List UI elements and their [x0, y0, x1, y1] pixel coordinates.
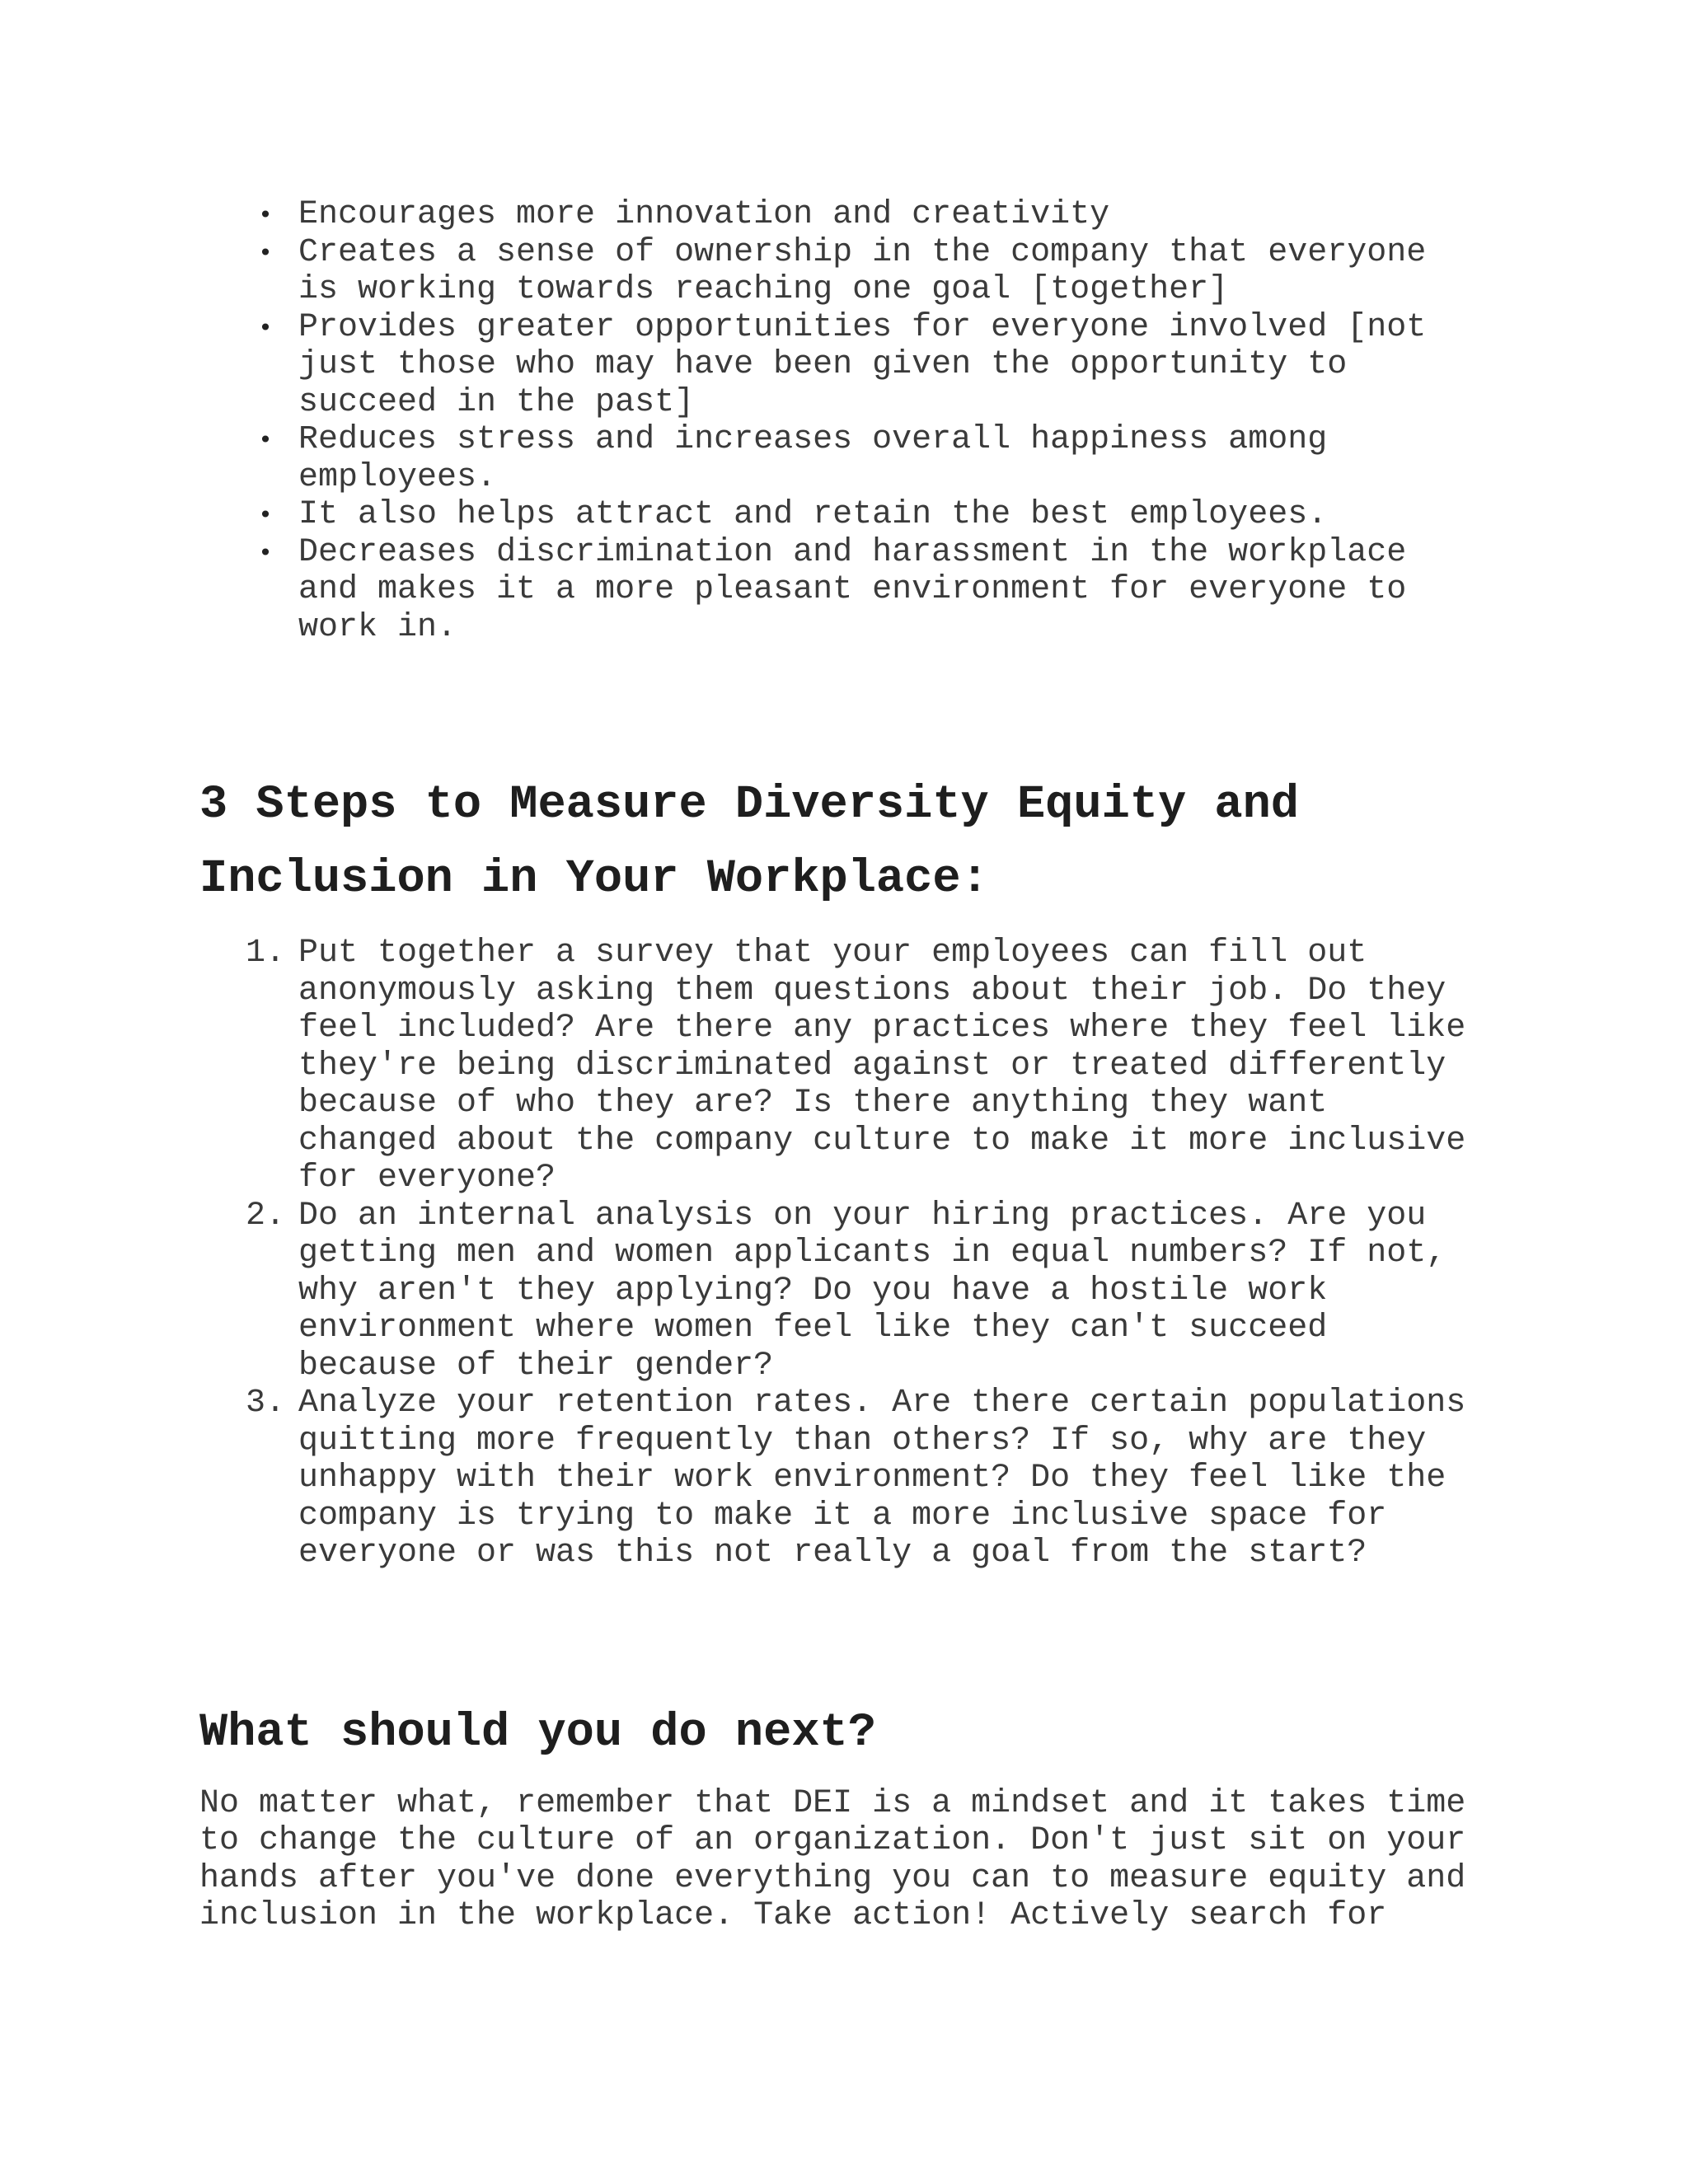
steps-list [199, 935, 1485, 1572]
body-paragraph: No matter what, remember that DEI is a mindset and it takes time to change the culture of an organization. Don't just sit on your hands after you've done everything you can to measure equity and inclusion in the workplace. Take action! Actively search for [199, 1784, 1466, 1934]
section-heading-steps: 3 Steps to Measure Diversity Equity and Inclusion in Your Workplace: [199, 779, 1300, 906]
list-item [199, 309, 1485, 422]
bullet-icon: • [258, 201, 273, 228]
list-item [199, 496, 1485, 534]
bullet-icon: • [258, 501, 273, 528]
list-item-text: Creates a sense of ownership in the company that everyone is working towards reaching one goal [together] [298, 233, 1427, 308]
list-item [199, 1385, 1485, 1572]
list-number: 1. [246, 935, 286, 972]
benefits-list [199, 196, 1485, 646]
list-item [199, 1197, 1485, 1385]
list-item-text: Encourages more innovation and creativity [298, 196, 1110, 233]
list-number: 3. [246, 1385, 286, 1422]
list-item-text: Analyze your retention rates. Are there certain populations quitting more frequently than others? If so, why are they unhappy with their work environment? Do they feel like the company is trying to make it a more inclusive space for everyone or was this not really a goal from the start? [298, 1385, 1466, 1572]
bullet-icon: • [258, 538, 273, 566]
section-heading-next: What should you do next? [199, 1706, 876, 1760]
page-content [199, 196, 1485, 1935]
list-item [199, 234, 1485, 309]
bullet-icon: • [258, 426, 273, 453]
list-item [199, 534, 1485, 647]
list-item-text: Reduces stress and increases overall happiness among employees. [298, 421, 1328, 496]
list-item-text: Provides greater opportunities for everyone involved [not just those who may have been given the opportunity to succeed in the past] [298, 308, 1427, 421]
list-item [199, 421, 1485, 496]
list-item [199, 935, 1485, 1197]
list-item-text: Do an internal analysis on your hiring practices. Are you getting men and women applicants in equal numbers? If not, why aren't they applying? Do you have a hostile work environment where women feel like they can't succeed because of their gender? [298, 1197, 1447, 1385]
list-item [199, 196, 1485, 234]
list-item-text: Put together a survey that your employees can fill out anonymously asking them questions about their job. Do they feel included? Are there any practices where they feel like they're being discriminated against or treated differently because of who they are? Is there anything they want changed about the company culture to make it more inclusive for everyone? [298, 935, 1466, 1197]
bullet-icon: • [258, 238, 273, 266]
list-item-text: Decreases discrimination and harassment in the workplace and makes it a more pleasant environment for everyone to work in. [298, 533, 1407, 646]
list-number: 2. [246, 1197, 286, 1235]
list-item-text: It also helps attract and retain the best employees. [298, 496, 1328, 533]
bullet-icon: • [258, 313, 273, 341]
